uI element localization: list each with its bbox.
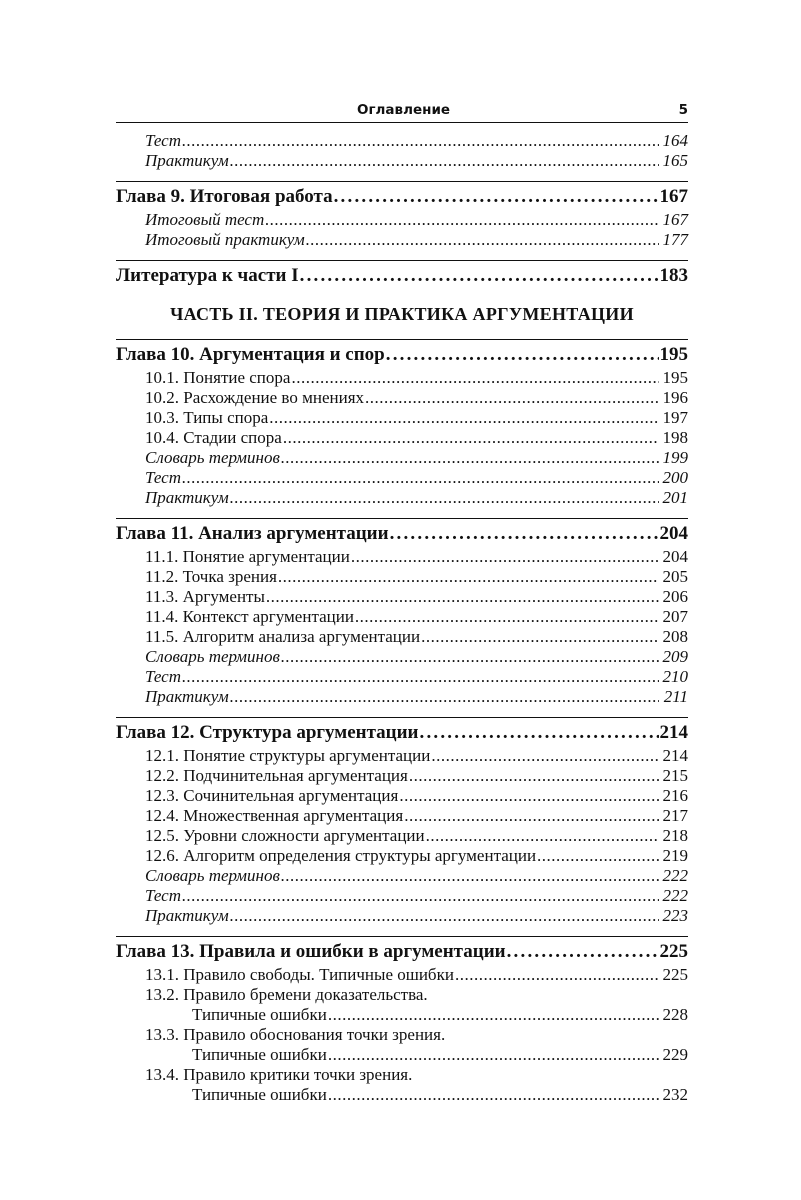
toc-entry: Тест ..... 210: [116, 667, 688, 687]
toc-entry: 12.1. Понятие структуры аргументации ..... 214: [116, 746, 688, 766]
part-heading: ЧАСТЬ II. ТЕОРИЯ И ПРАКТИКА АРГУМЕНТАЦИИ: [170, 304, 634, 324]
toc-entry: 11.4. Контекст аргументации ..... 207: [116, 607, 688, 627]
toc-entry: 10.3. Типы спора ..... 197: [116, 408, 688, 428]
toc-entry: 12.2. Подчинительная аргументация ..... 215: [116, 766, 688, 786]
toc-chapter: Глава 9. Итоговая работа ..... 167: [116, 184, 688, 210]
toc-entry: 10.2. Расхождение во мнениях ..... 196: [116, 388, 688, 408]
divider: [116, 717, 688, 718]
toc-chapter: Литература к части I ..... 183: [116, 263, 688, 289]
toc-entry: 12.3. Сочинительная аргументация ..... 216: [116, 786, 688, 806]
toc-entry: 10.4. Стадии спора ..... 198: [116, 428, 688, 448]
running-head: [116, 96, 688, 123]
toc-entry: Итоговый тест ..... 167: [116, 210, 688, 230]
toc-entry: Словарь терминов ..... 199: [116, 448, 688, 468]
divider: [116, 936, 688, 937]
toc-entry: 11.2. Точка зрения ..... 205: [116, 567, 688, 587]
toc-entry: Типичные ошибки ..... 232: [116, 1085, 688, 1105]
toc-chapter: Глава 12. Структура аргументации ..... 214: [116, 720, 688, 746]
toc-entry: 11.3. Аргументы ..... 206: [116, 587, 688, 607]
toc-entry: Практикум ..... 223: [116, 906, 688, 926]
page-number: 5: [678, 102, 688, 118]
toc-entry-heading: 13.2. Правило бремени доказательства.: [145, 985, 428, 1004]
toc-entry: Итоговый практикум ..... 177: [116, 230, 688, 250]
toc-entry: Тест ..... 222: [116, 886, 688, 906]
book-page: [116, 96, 688, 1105]
toc-entry: Практикум ..... 201: [116, 488, 688, 508]
toc-entry: Типичные ошибки ..... 228: [116, 1005, 688, 1025]
toc-entry: 10.1. Понятие спора ..... 195: [116, 368, 688, 388]
toc-entry: 12.6. Алгоритм определения структуры аргументации ..... 219: [116, 846, 688, 866]
divider: [116, 181, 688, 182]
toc-chapter: Глава 11. Анализ аргументации ..... 204: [116, 521, 688, 547]
toc-entry: Словарь терминов ..... 209: [116, 647, 688, 667]
toc-entry: 13.1. Правило свободы. Типичные ошибки ..... 225: [116, 965, 688, 985]
toc-chapter: Глава 13. Правила и ошибки в аргументации ..... 225: [116, 939, 688, 965]
toc-entry: Словарь терминов ..... 222: [116, 866, 688, 886]
toc-entry: Тест ..... 200: [116, 468, 688, 488]
page-title: Оглавление: [357, 102, 451, 118]
toc-chapter: Глава 10. Аргументация и спор ..... 195: [116, 342, 688, 368]
toc-entry: Типичные ошибки ..... 229: [116, 1045, 688, 1065]
table-of-contents: [116, 131, 688, 1105]
toc-entry: 11.1. Понятие аргументации ..... 204: [116, 547, 688, 567]
toc-entry-heading: 13.3. Правило обоснования точки зрения.: [145, 1025, 446, 1044]
toc-entry: 12.4. Множественная аргументация ..... 217: [116, 806, 688, 826]
toc-entry: Практикум ..... 165: [116, 151, 688, 171]
toc-entry: 11.5. Алгоритм анализа аргументации ..... 208: [116, 627, 688, 647]
toc-entry: Тест ..... 164: [116, 131, 688, 151]
toc-entry-heading: 13.4. Правило критики точки зрения.: [145, 1065, 413, 1084]
toc-entry: Практикум ..... 211: [116, 687, 688, 707]
divider: [116, 518, 688, 519]
toc-entry: 12.5. Уровни сложности аргументации ..... 218: [116, 826, 688, 846]
divider: [116, 260, 688, 261]
divider: [116, 339, 688, 340]
